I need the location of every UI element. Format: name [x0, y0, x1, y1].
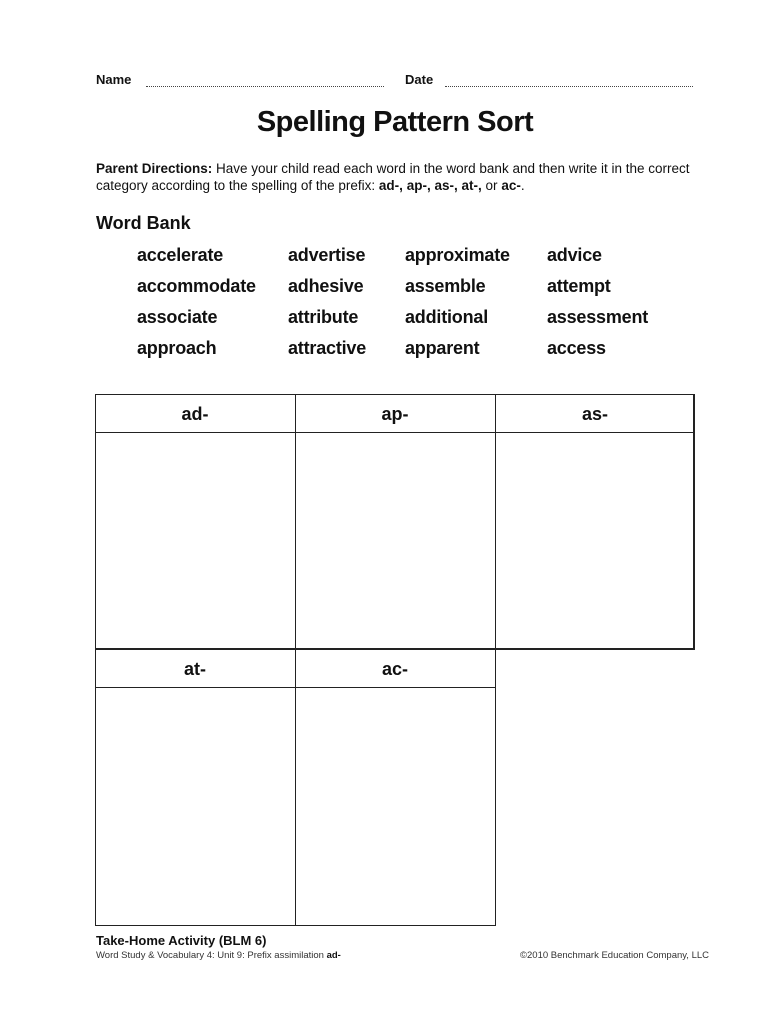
name-field-line[interactable] [146, 86, 384, 87]
word-bank-heading: Word Bank [96, 213, 191, 233]
word-bank-word: attribute [288, 307, 359, 327]
answer-cell-ad[interactable] [96, 433, 295, 648]
column-header-as: as- [581, 404, 608, 424]
word-bank-word: approximate [405, 245, 510, 265]
word-bank-word: additional [405, 307, 488, 327]
column-header-ac: ac- [381, 659, 408, 679]
directions-or: or [485, 178, 498, 193]
word-bank-word: adhesive [288, 276, 364, 296]
column-header-ad: ad- [181, 404, 209, 424]
answer-cell-ap[interactable] [296, 433, 495, 648]
word-bank-word: apparent [405, 338, 480, 358]
answer-cell-as[interactable] [496, 433, 694, 648]
parent-directions [96, 160, 706, 194]
footer-subtitle [96, 950, 341, 961]
word-bank-word: assessment [547, 307, 649, 327]
directions-line1: Have your child read each word in the word bank and then write it in the correct [212, 161, 690, 176]
directions-end: . [520, 178, 525, 193]
word-bank-word: attractive [288, 338, 367, 358]
word-bank-word: assemble [405, 276, 486, 296]
answer-cell-ac[interactable] [296, 688, 495, 925]
directions-lead: Parent Directions: [96, 161, 213, 176]
page-title: Spelling Pattern Sort [256, 106, 534, 138]
footer-subtitle-text: Word Study & Vocabulary 4: Unit 9: Prefix assimilation [96, 950, 327, 961]
column-header-at: at- [184, 659, 206, 679]
column-header-ap: ap- [381, 404, 409, 424]
footer-subtitle-bold: ad- [326, 950, 341, 961]
word-bank-word: advertise [288, 245, 366, 265]
name-label: Name [96, 72, 132, 87]
word-bank-word: accommodate [137, 276, 256, 296]
prefix-at: at-, [461, 178, 482, 193]
word-bank-word: accelerate [137, 245, 224, 265]
prefix-ap: ap-, [406, 178, 431, 193]
prefix-ad: ad-, [378, 178, 403, 193]
prefix-ac: ac- [501, 178, 521, 193]
answer-cell-at[interactable] [96, 688, 295, 925]
footer-copyright: ©2010 Benchmark Education Company, LLC [520, 950, 710, 961]
word-bank-word: approach [137, 338, 217, 358]
word-bank-word: access [547, 338, 606, 358]
word-bank-word: attempt [547, 276, 611, 296]
date-field-line[interactable] [445, 86, 693, 87]
footer-title: Take-Home Activity (BLM 6) [96, 933, 267, 948]
word-bank-word: advice [547, 245, 602, 265]
word-bank-word: associate [137, 307, 218, 327]
prefix-as: as-, [434, 178, 458, 193]
directions-line2: category according to the spelling of the prefix: [96, 178, 379, 193]
date-label: Date [405, 72, 434, 87]
